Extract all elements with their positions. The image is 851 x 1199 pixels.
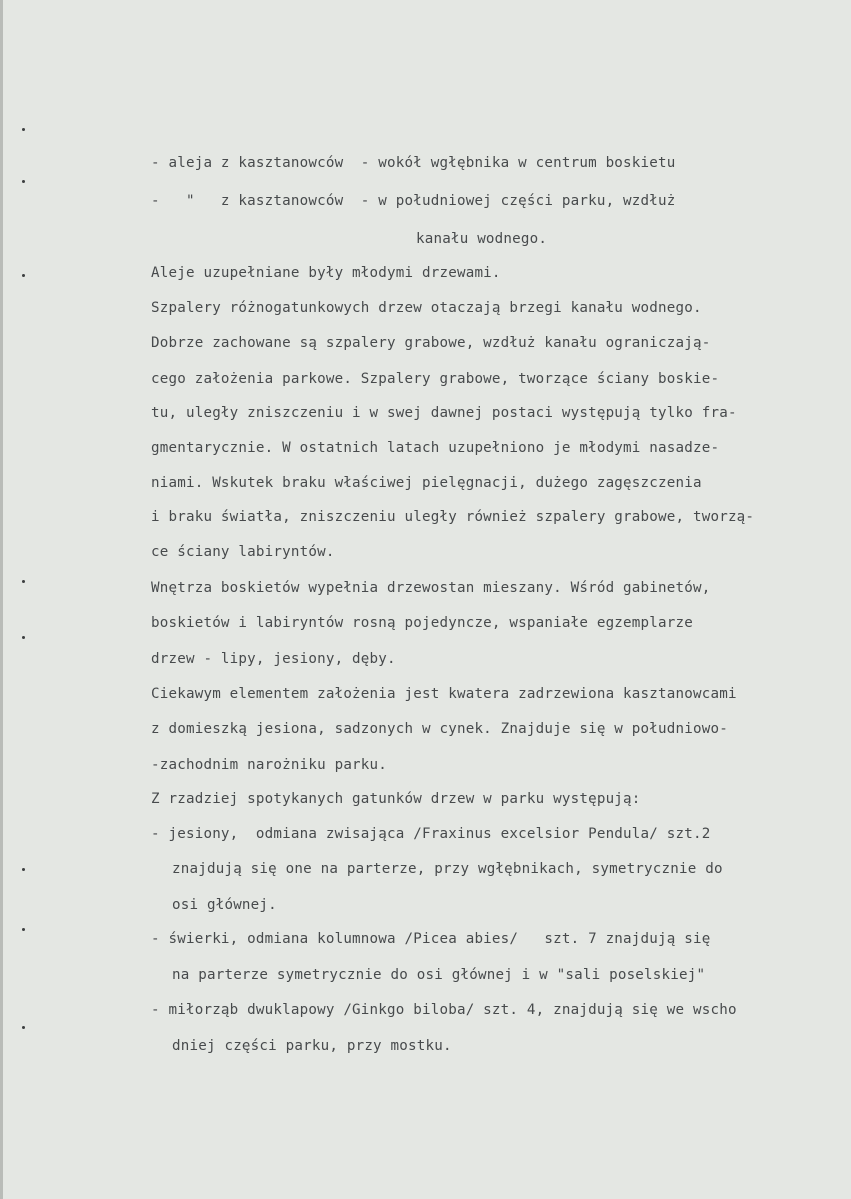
text-line: - świerki, odmiana kolumnowa /Picea abies/ szt. 7 znajdują się — [151, 931, 711, 947]
page-edge — [0, 0, 3, 1199]
text-line: Aleje uzupełniane były młodymi drzewami. — [151, 265, 501, 281]
text-line: kanału wodnego. — [416, 231, 548, 247]
text-line: na parterze symetrycznie do osi głównej i w "sali poselskiej" — [172, 967, 706, 983]
margin-mark — [22, 636, 25, 639]
text-line: - miłorząb dwuklapowy /Ginkgo biloba/ szt. 4, znajdują się we wscho — [151, 1002, 737, 1018]
text-line: i braku światła, zniszczeniu uległy również szpalery grabowe, tworzą- — [151, 509, 755, 525]
text-line: Wnętrza boskietów wypełnia drzewostan mieszany. Wśród gabinetów, — [151, 580, 711, 596]
margin-mark — [22, 128, 25, 131]
margin-mark — [22, 868, 25, 871]
text-line: drzew - lipy, jesiony, dęby. — [151, 651, 396, 667]
margin-mark — [22, 274, 25, 277]
text-line: - jesiony, odmiana zwisająca /Fraxinus excelsior Pendula/ szt.2 — [151, 826, 711, 842]
text-line: -zachodnim narożniku parku. — [151, 757, 388, 773]
text-line: z domieszką jesiona, sadzonych w cynek. Znajduje się w południowo- — [151, 721, 728, 737]
text-line: znajdują się one na parterze, przy wgłębnikach, symetrycznie do — [172, 861, 723, 877]
text-line: niami. Wskutek braku właściwej pielęgnacji, dużego zagęszczenia — [151, 475, 702, 491]
text-line: boskietów i labiryntów rosną pojedyncze, wspaniałe egzemplarze — [151, 615, 693, 631]
text-line: Z rzadziej spotykanych gatunków drzew w parku występują: — [151, 791, 641, 807]
text-line: Ciekawym elementem założenia jest kwatera zadrzewiona kasztanowcami — [151, 686, 737, 702]
text-line: - " z kasztanowców - w południowej części parku, wzdłuż — [151, 193, 676, 209]
text-line: cego założenia parkowe. Szpalery grabowe, tworzące ściany boskie- — [151, 371, 720, 387]
margin-mark — [22, 580, 25, 583]
text-line: tu, uległy zniszczeniu i w swej dawnej postaci występują tylko fra- — [151, 405, 737, 421]
margin-mark — [22, 180, 25, 183]
margin-mark — [22, 928, 25, 931]
text-line: dniej części parku, przy mostku. — [172, 1038, 452, 1054]
text-line: Dobrze zachowane są szpalery grabowe, wzdłuż kanału ograniczają- — [151, 335, 711, 351]
text-line: gmentarycznie. W ostatnich latach uzupełniono je młodymi nasadze- — [151, 440, 720, 456]
text-line: Szpalery różnogatunkowych drzew otaczają brzegi kanału wodnego. — [151, 300, 702, 316]
text-line: ce ściany labiryntów. — [151, 544, 335, 560]
text-line: - aleja z kasztanowców - wokół wgłębnika w centrum boskietu — [151, 155, 676, 171]
text-line: osi głównej. — [172, 897, 277, 913]
margin-mark — [22, 1026, 25, 1029]
